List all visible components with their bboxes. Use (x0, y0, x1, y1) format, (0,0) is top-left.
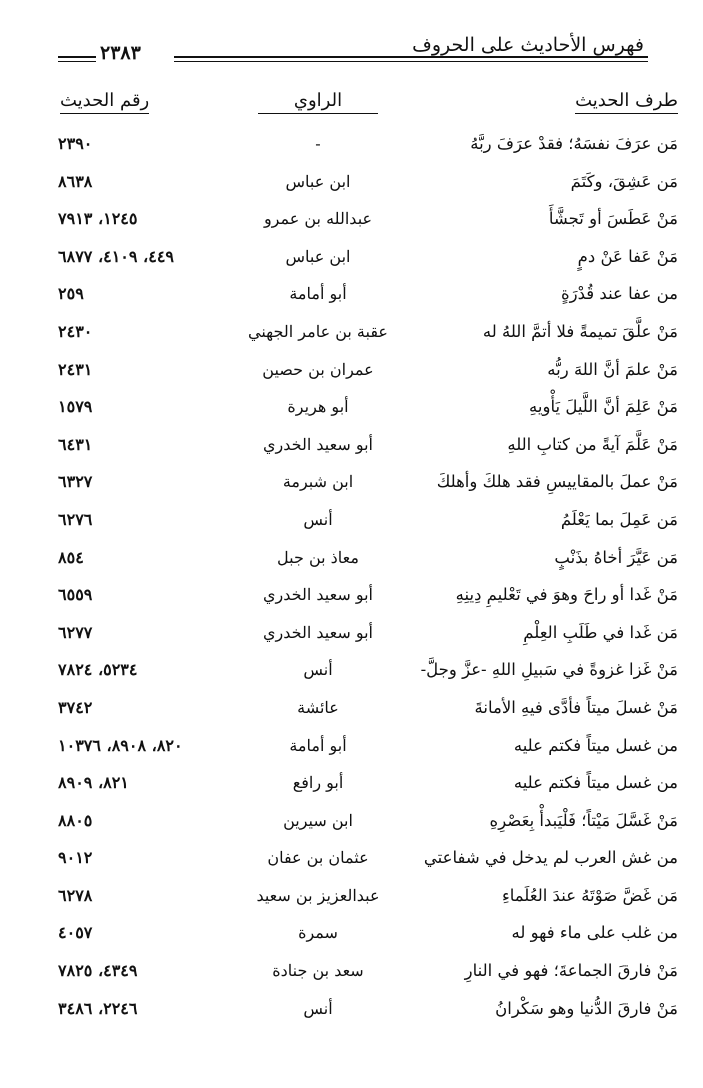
narrator: أنس (303, 509, 333, 529)
hadith-number: ١٢٤٥، ٧٩١٣ (58, 209, 138, 229)
narrator: أبو رافع (292, 773, 344, 793)
narrator: عائشة (297, 697, 339, 717)
narrator: سمرة (298, 923, 338, 943)
narrator: ابن عباس (285, 246, 351, 266)
hadith-text: مَنْ علمَ أنَّ اللهَ ربُّه (547, 359, 678, 379)
table-row (58, 466, 678, 504)
hadith-number: ٦٢٧٦ (58, 509, 93, 529)
narrator: عمران بن حصين (262, 359, 374, 379)
hadith-text: مَنْ فارقَ الدُّنيا وهو سَكْرانُ (495, 998, 678, 1018)
hadith-number: ٦٤٣١ (58, 434, 93, 454)
table-row (58, 203, 678, 241)
hadith-text: مَن عرَفَ نفسَهُ؛ فقدْ عرَفَ ربَّهُ (470, 134, 678, 153)
hadith-number: ٦٥٥٩ (58, 585, 93, 605)
hadith-number: ٦٣٢٧ (58, 472, 93, 492)
hadith-number: ٨٥٤ (58, 547, 84, 567)
table-row (58, 354, 678, 392)
narrator: أبو أمامة (289, 735, 347, 755)
table-row (58, 542, 678, 580)
hadith-number: ٥٢٣٤، ٧٨٢٤ (58, 660, 138, 680)
column-header-number: رقم الحديث (60, 90, 149, 114)
hadith-text: من غش العرب لم يدخل في شفاعتي (423, 848, 678, 868)
header-rule-right (174, 56, 648, 62)
narrator: عقبة بن عامر الجهني (248, 321, 388, 341)
column-header-narrator: الراوي (258, 90, 378, 114)
table-row (58, 166, 678, 204)
column-header-text: طرف الحديث (575, 90, 678, 114)
hadith-number: ٢٤٣٠ (58, 321, 93, 341)
hadith-text: مَنْ عَلِمَ أنَّ اللَّيلَ يَأْويهِ (529, 397, 678, 417)
table-row (58, 993, 678, 1031)
page-title: فهرس الأحاديث على الحروف (412, 34, 644, 56)
narrator: أنس (303, 660, 333, 680)
hadith-text: من غسل ميتاً فكتم عليه (513, 735, 678, 755)
table-row (58, 128, 678, 166)
hadith-number: ٤٤٩، ٤١٠٩، ٦٨٧٧ (58, 246, 174, 266)
hadith-number: ٨٢١، ٨٩٠٩ (58, 773, 129, 793)
hadith-text: مَنْ غَسَّلَ مَيْتاً؛ فَلْيَبدأْ بِعَصْرِهِ (489, 810, 678, 830)
table-row (58, 917, 678, 955)
narrator: عبدالعزيز بن سعيد (256, 885, 380, 905)
hadith-number: ٦٢٧٧ (58, 622, 93, 642)
page-number: ٢٣٨٣ (100, 42, 141, 64)
narrator: أبو سعيد الخدري (263, 434, 373, 454)
table-row (58, 278, 678, 316)
narrator: ابن شبرمة (282, 472, 354, 492)
table-row (58, 767, 678, 805)
hadith-number: ٤٠٥٧ (58, 923, 93, 943)
hadith-number: ٢٣٩٠ (58, 134, 93, 153)
table-row (58, 429, 678, 467)
hadith-number: ٨٦٣٨ (58, 171, 93, 191)
narrator: ابن سيرين (283, 810, 353, 830)
hadith-text: من غلب على ماء فهو له (511, 923, 678, 943)
hadith-text: مَنْ غَدا أو راحَ وهوَ في تَعْليمِ دِينِهِ (455, 585, 678, 605)
hadith-text: مَن عَشِقَ، وكَتَمَ (570, 171, 678, 191)
hadith-text: مَن غَدا في طَلَبِ العِلْمِ (523, 622, 678, 642)
hadith-number: ١٥٧٩ (58, 397, 93, 417)
narrator: سعد بن جنادة (272, 961, 364, 981)
column-headers (58, 90, 678, 122)
hadith-number: ٨٢٠، ٨٩٠٨، ١٠٣٧٦ (58, 735, 183, 755)
hadith-text: مَنْ عملَ بالمقاييسِ فقد هلكَ وأهلكَ (436, 472, 678, 492)
narrator: ابن عباس (285, 171, 351, 191)
narrator: عثمان بن عفان (267, 848, 369, 868)
hadith-text: مَنْ فارقَ الجماعةَ؛ فهو في النارِ (464, 961, 678, 981)
table-row (58, 579, 678, 617)
header-rule-left (58, 56, 96, 62)
hadith-text: مَنْ عَفا عَنْ دمٍ (577, 246, 678, 266)
hadith-number: ٢٤٣١ (58, 359, 93, 379)
hadith-number: ٦٢٧٨ (58, 885, 93, 905)
narrator: أبو أمامة (289, 284, 347, 304)
hadith-number: ٤٣٤٩، ٧٨٢٥ (58, 961, 138, 981)
hadith-text: مَنْ علَّقَ تميمةً فلا أتمَّ اللهُ له (482, 321, 678, 341)
table-row (58, 316, 678, 354)
hadith-number: ٢٥٩ (58, 284, 84, 304)
hadith-number: ٨٨٠٥ (58, 810, 93, 830)
table-row (58, 880, 678, 918)
narrator: أبو سعيد الخدري (263, 585, 373, 605)
narrator: معاذ بن جبل (277, 547, 359, 567)
table-row (58, 730, 678, 768)
narrator: أبو سعيد الخدري (263, 622, 373, 642)
hadith-index-table (58, 128, 678, 1030)
table-row (58, 654, 678, 692)
narrator: - (315, 134, 321, 153)
table-row (58, 504, 678, 542)
hadith-text: من غسل ميتاً فكتم عليه (513, 773, 678, 793)
hadith-text: مَنْ غسلَ ميتاً فأدَّى فيهِ الأمانةَ (474, 697, 678, 717)
table-row (58, 692, 678, 730)
hadith-number: ٢٢٤٦، ٣٤٨٦ (58, 998, 138, 1018)
table-row (58, 241, 678, 279)
table-row (58, 391, 678, 429)
hadith-number: ٣٧٤٢ (58, 697, 93, 717)
page-header (58, 34, 648, 66)
narrator: عبدالله بن عمرو (263, 209, 373, 229)
hadith-text: مَن عَيَّرَ أخاهُ بذَنْبٍ (554, 547, 678, 567)
hadith-text: مَن غَضَّ صَوْتَهُ عندَ العُلَماءِ (501, 885, 678, 905)
table-row (58, 955, 678, 993)
hadith-text: مَن عَمِلَ بما يَعْلَمُ (560, 509, 678, 529)
table-row (58, 842, 678, 880)
hadith-text: مَنْ غَزا غزوةً في سَبيلِ اللهِ -عزَّ وجلَّ- (420, 660, 678, 680)
table-row (58, 617, 678, 655)
hadith-text: من عفا عند قُدْرَةٍ (561, 284, 678, 304)
narrator: أنس (303, 998, 333, 1018)
hadith-number: ٩٠١٢ (58, 848, 93, 868)
hadith-text: مَنْ عَلَّمَ آيةً من كتابِ اللهِ (507, 434, 678, 454)
narrator: أبو هريرة (287, 397, 349, 417)
hadith-text: مَنْ عَطَسَ أو تَجشَّأَ (548, 209, 678, 229)
table-row (58, 805, 678, 843)
